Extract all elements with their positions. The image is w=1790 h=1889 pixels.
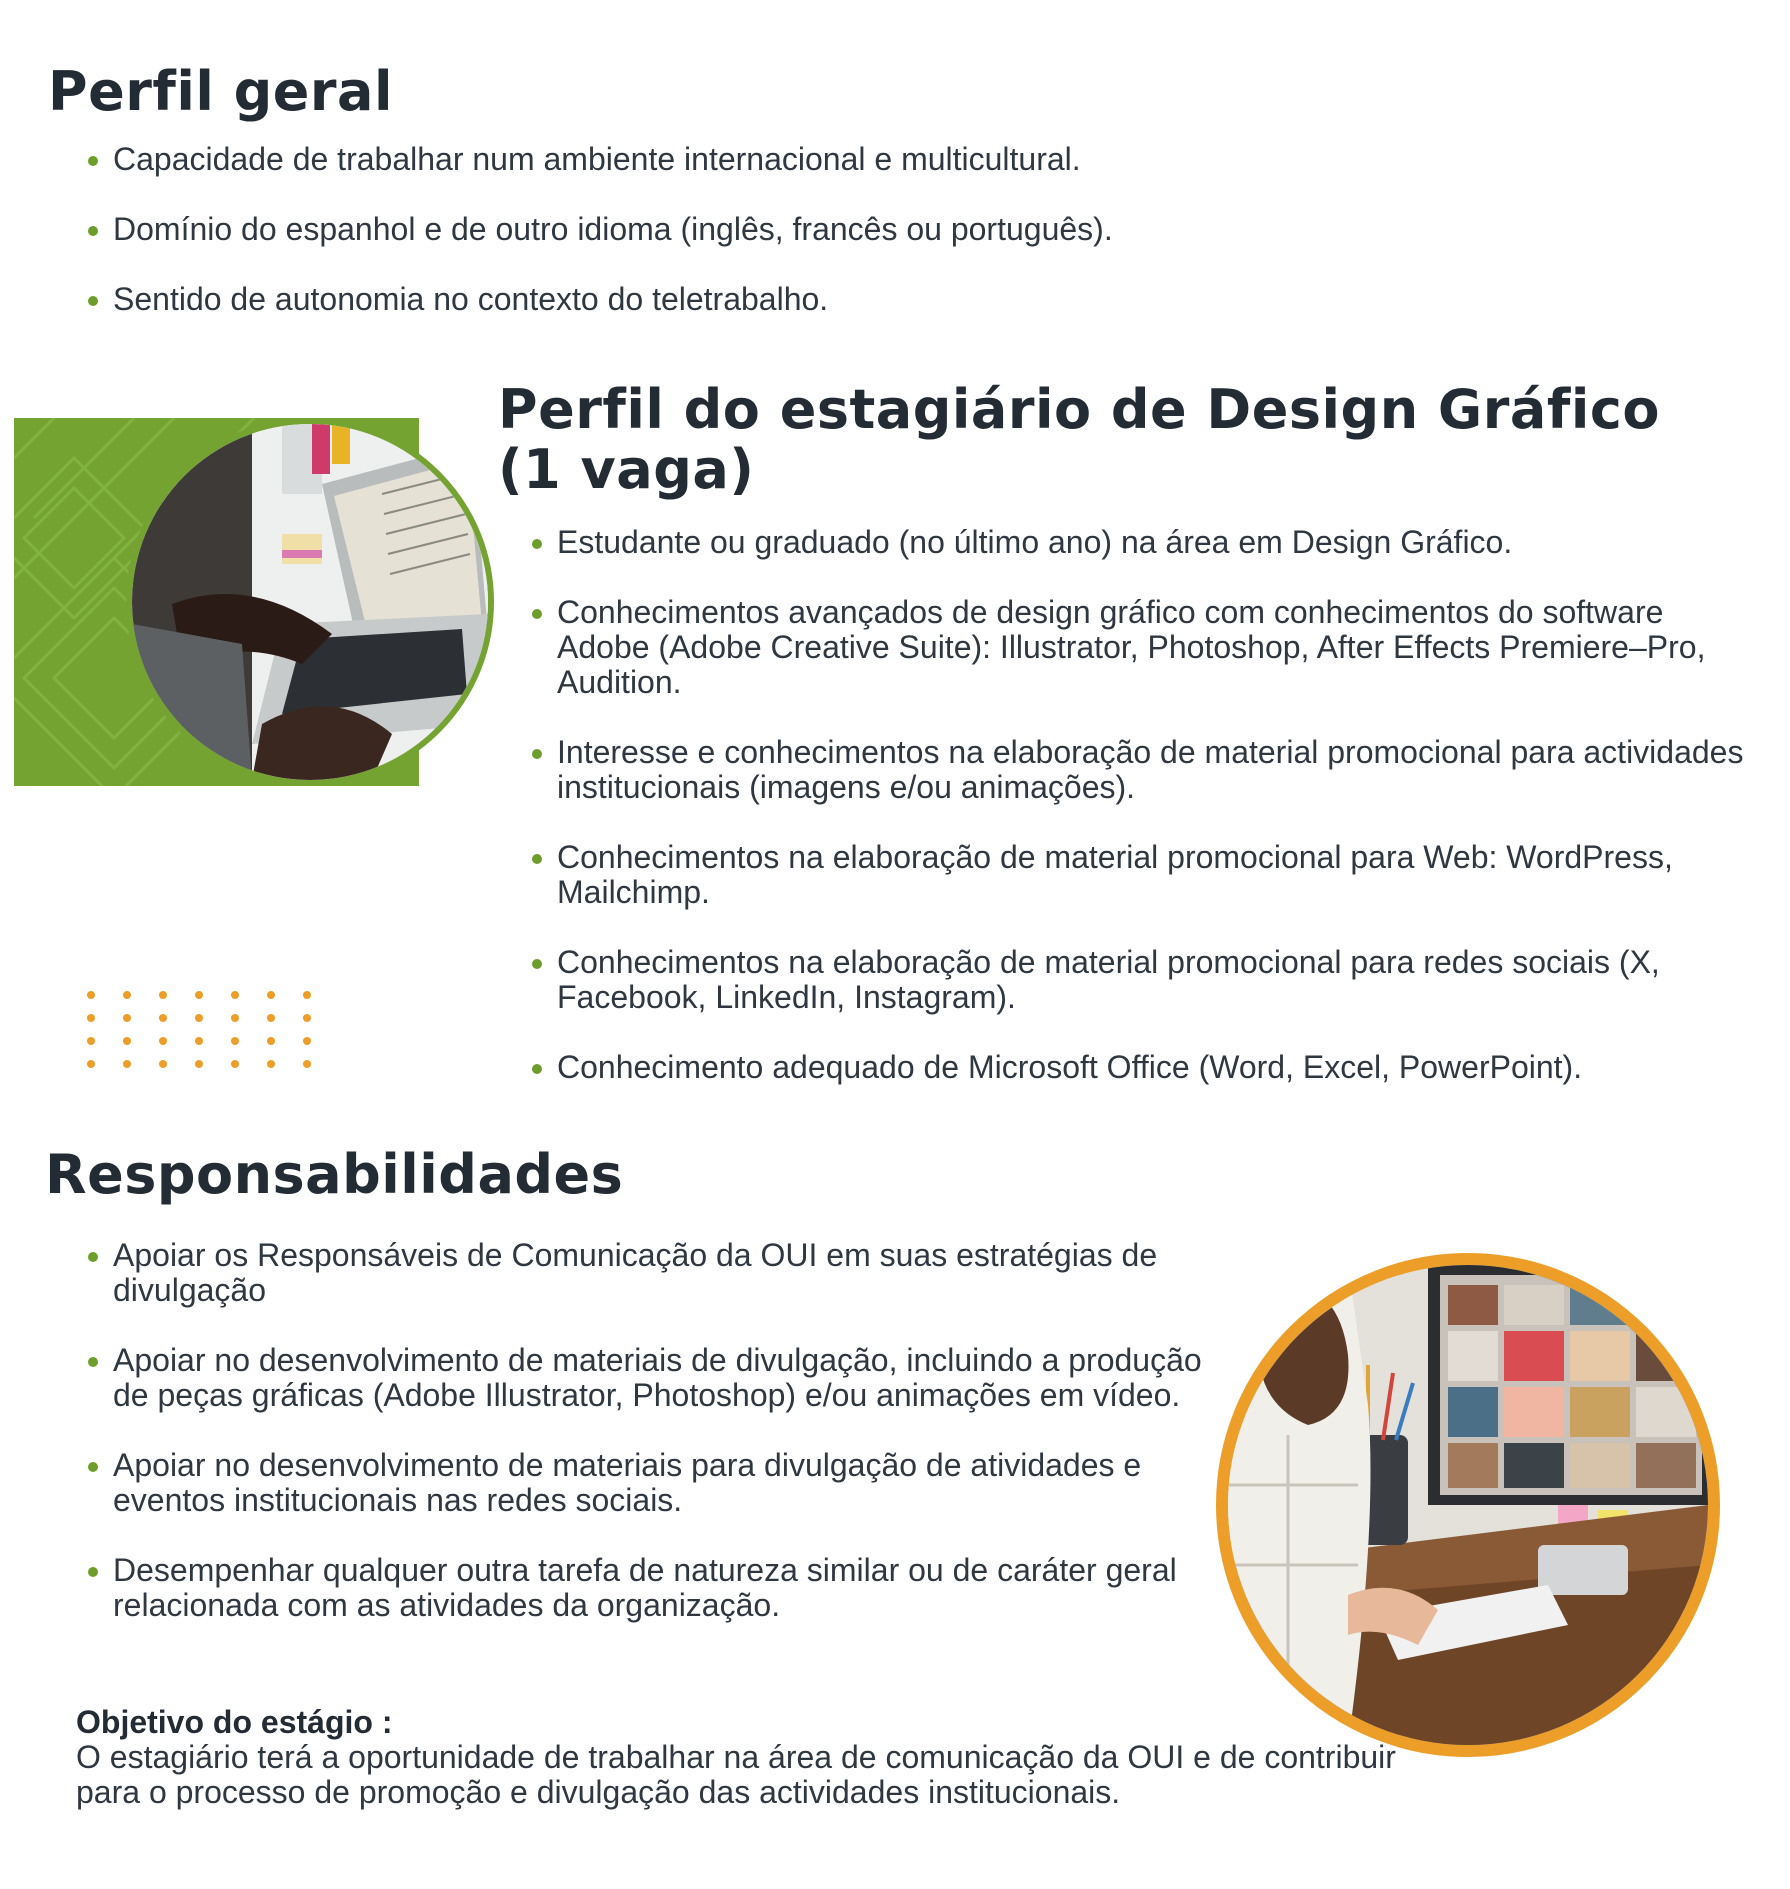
list-item: Domínio do espanhol e de outro idioma (inglês, francês ou português). — [88, 212, 1388, 247]
list-item: Apoiar no desenvolvimento de materiais para divulgação de atividades e eventos institucionais nas redes sociais. — [88, 1448, 1218, 1518]
list-item: Estudante ou graduado (no último ano) na área em Design Gráfico. — [532, 525, 1747, 560]
list-item: Desempenhar qualquer outra tarefa de natureza similar ou de caráter geral relacionada com as atividades da organização. — [88, 1553, 1218, 1623]
list-item: Capacidade de trabalhar num ambiente internacional e multicultural. — [88, 142, 1388, 177]
list-item: Conhecimento adequado de Microsoft Office (Word, Excel, PowerPoint). — [532, 1050, 1747, 1085]
list-item: Conhecimentos na elaboração de material promocional para redes sociais (X, Facebook, LinkedIn, Instagram). — [532, 945, 1747, 1015]
list-item: Apoiar no desenvolvimento de materiais de divulgação, incluindo a produção de peças gráficas (Adobe Illustrator, Photoshop) e/ou animações em vídeo. — [88, 1343, 1218, 1413]
internship-objective — [76, 1705, 1416, 1810]
desktop-photo — [1216, 1253, 1720, 1757]
list-item: Sentido de autonomia no contexto do teletrabalho. — [88, 282, 1388, 317]
section-title: Perfil geral — [48, 60, 394, 123]
orange-dot-grid — [86, 990, 316, 1075]
section-title: Responsabilidades — [45, 1143, 624, 1206]
list-item: Interesse e conhecimentos na elaboração de material promocional para actividades institucionais (imagens e/ou animações). — [532, 735, 1747, 805]
list-item: Conhecimentos avançados de design gráfico com conhecimentos do software Adobe (Adobe Creative Suite): Illustrator, Photoshop, After Effects Premiere–Pro, Audition. — [532, 595, 1747, 700]
bullet-list — [532, 525, 1747, 1120]
bullet-list — [88, 142, 1388, 352]
objective-title: Objetivo do estágio : — [76, 1704, 393, 1740]
section-title: Perfil do estagiário de Design Gráfico (1 vaga) — [498, 378, 1660, 501]
list-item: Conhecimentos na elaboração de material promocional para Web: WordPress, Mailchimp. — [532, 840, 1747, 910]
laptop-photo — [126, 418, 494, 786]
bullet-list — [88, 1238, 1218, 1658]
objective-text: O estagiário terá a oportunidade de trabalhar na área de comunicação da OUI e de contribuir para o processo de promoção e divulgação das actividades institucionais. — [76, 1739, 1396, 1810]
list-item: Apoiar os Responsáveis de Comunicação da OUI em suas estratégias de divulgação — [88, 1238, 1218, 1308]
